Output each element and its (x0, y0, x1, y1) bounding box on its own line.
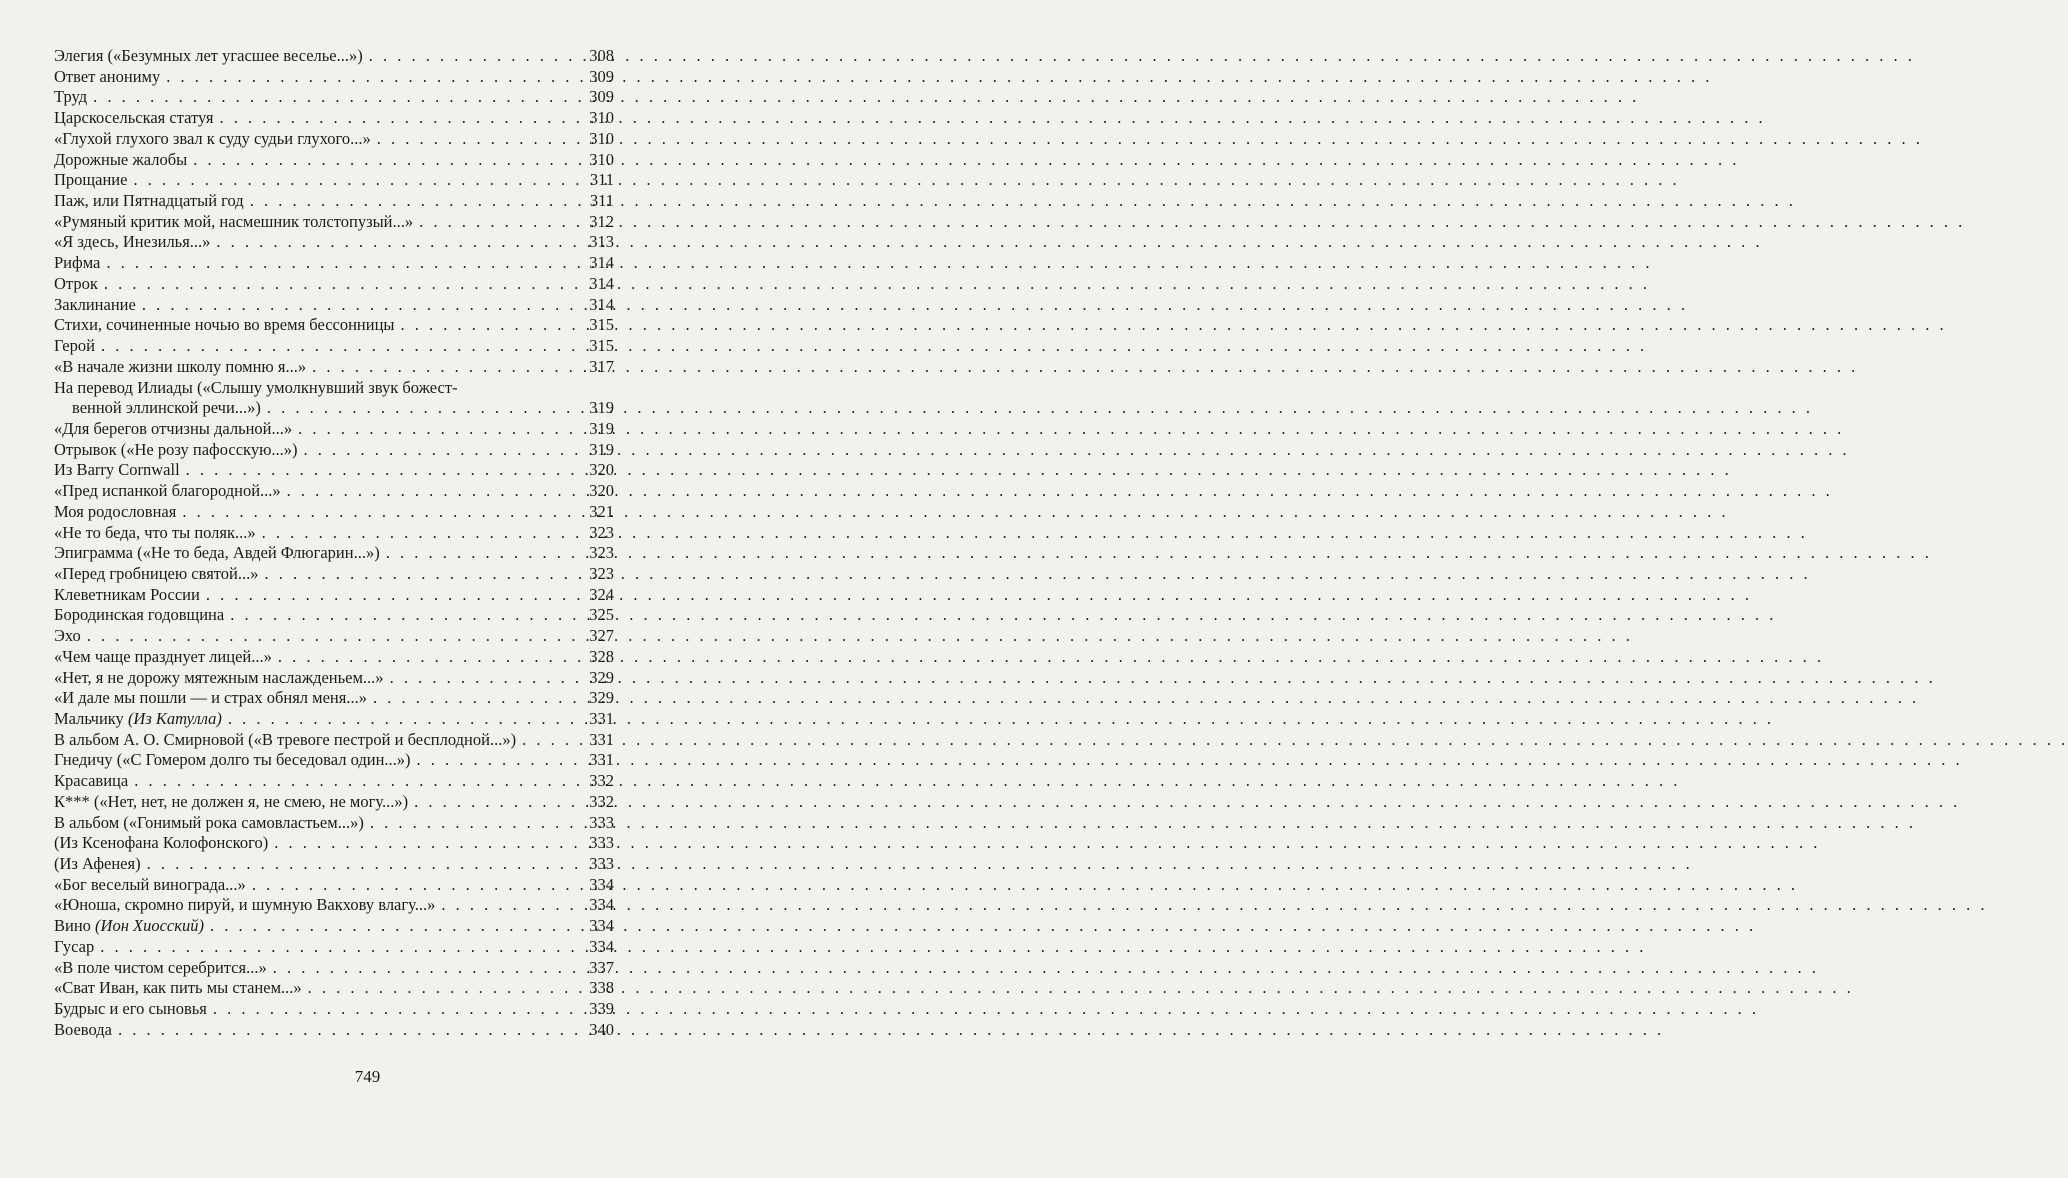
toc-entry-title: Моя родословная (54, 501, 177, 521)
toc-entry-title: Ответ анониму (54, 66, 161, 86)
toc-entry-title: Отрок (54, 273, 98, 293)
toc-entry-page: 333 (589, 812, 614, 832)
toc-entry-page: 333 (589, 854, 614, 874)
leader-dots (417, 750, 582, 771)
toc-entry-page: 313 (589, 232, 614, 252)
toc-entry-page: 323 (589, 563, 614, 583)
toc-entry-title: «Не то беда, что ты поляк...» (54, 522, 256, 542)
toc-entry-title: Дорожные жалобы (54, 149, 188, 169)
toc-entry (54, 605, 614, 626)
leader-dots (228, 709, 582, 730)
toc-entry-page: 311 (589, 191, 614, 211)
toc-entry-title: Бородинская годовщина (54, 605, 225, 625)
leader-dots (304, 440, 582, 461)
toc-entry-title: «Сват Иван, как пить мы станем...» (54, 978, 302, 998)
toc-entry-page: 314 (589, 253, 614, 273)
toc-entry (54, 854, 614, 875)
toc-entry (54, 668, 614, 689)
toc-entry-title: Герой (54, 336, 95, 356)
toc-entry-title: В альбом А. О. Смирновой («В тревоге пестрой и бесплодной...») (54, 729, 517, 749)
toc-entry (54, 709, 614, 730)
toc-entry (54, 440, 614, 461)
toc-entry (54, 232, 614, 253)
leader-dots (193, 150, 582, 171)
toc-entry-title: Паж, или Пятнадцатый год (54, 191, 244, 211)
toc-entry (54, 419, 614, 440)
toc-entry-page: 332 (589, 791, 614, 811)
leader-dots (390, 668, 582, 689)
toc-entry-title: Стихи, сочиненные ночью во время бессонницы (54, 315, 395, 335)
leader-dots (134, 771, 582, 792)
leader-dots (278, 647, 582, 668)
toc-entry-title: «Пред испанкой благородной...» (54, 481, 281, 501)
leader-dots (419, 212, 582, 233)
toc-entry (54, 750, 614, 771)
leader-dots (312, 357, 582, 378)
toc-entry (54, 295, 614, 316)
toc-entry (54, 1020, 614, 1041)
toc-entry (54, 481, 614, 502)
toc-entry (54, 46, 614, 67)
toc-entry-subtitle: (Ион Хиосский) (95, 916, 204, 936)
leader-dots (373, 688, 582, 709)
page-number: 749 (354, 1067, 381, 1086)
toc-entry (54, 357, 614, 378)
toc-entry-title: Гусар (54, 936, 95, 956)
toc-entry (54, 129, 614, 150)
toc-entry-page: 321 (589, 501, 614, 521)
toc-entry-page: 317 (589, 356, 614, 376)
toc-entry (54, 792, 614, 813)
toc-entry-page: 339 (589, 999, 614, 1019)
toc-entry-subtitle: (Из Катулла) (127, 709, 222, 728)
leader-dots (133, 170, 582, 191)
toc-entry-title: Отрывок («Не розу пафосскую...») (54, 439, 298, 459)
toc-entry (54, 771, 614, 792)
leader-dots (414, 792, 582, 813)
toc-entry-page: 323 (589, 522, 614, 542)
leader-dots (216, 232, 582, 253)
leader-dots (213, 999, 582, 1020)
toc-entry-title: (Из Ксенофана Колофонского) (54, 833, 269, 853)
toc-entry-title: «Румяный критик мой, насмешник толстопузый...» (54, 211, 414, 231)
toc-entry (54, 191, 614, 212)
leader-dots (377, 129, 582, 150)
toc-entry (54, 398, 614, 419)
leader-dots (219, 108, 582, 129)
toc-entry-page: 328 (589, 646, 614, 666)
book-page (0, 0, 735, 1178)
toc-entry-page: 334 (589, 916, 614, 936)
toc-entry-page: 308 (589, 46, 614, 65)
toc-entry-page: 325 (589, 605, 614, 625)
toc-entry-page: 319 (589, 418, 614, 438)
toc-entry-page: 315 (589, 315, 614, 335)
leader-dots (264, 564, 582, 585)
toc-entry (54, 253, 614, 274)
toc-entry-title: «Бог веселый винограда...» (54, 874, 246, 894)
leader-dots (267, 398, 582, 419)
toc-entry-page: 323 (589, 543, 614, 563)
leader-dots (100, 937, 582, 958)
toc-entry (54, 999, 614, 1020)
leader-dots (166, 67, 582, 88)
toc-entry-page: 334 (589, 874, 614, 894)
leader-dots (93, 87, 582, 108)
toc-entry-title: «Чем чаще празднует лицей...» (54, 646, 272, 666)
toc-entry-page: 320 (589, 481, 614, 501)
toc-entry-page: 319 (589, 439, 614, 459)
leader-dots (210, 916, 582, 937)
toc-entry-title: «Перед гробницею святой...» (54, 563, 259, 583)
toc-entry-title: «В поле чистом серебрится...» (54, 957, 267, 977)
toc-entry-page: 319 (589, 398, 614, 418)
toc-entry-page: 311 (589, 170, 614, 190)
toc-entry (54, 958, 614, 979)
toc-entry-title: Эпиграмма («Не то беда, Авдей Флюгарин...») (54, 543, 380, 563)
toc-entry-page: 331 (589, 750, 614, 770)
toc-entry (54, 150, 614, 171)
toc-entry-title: Мальчику (Из Катулла) (54, 709, 222, 728)
leader-dots (87, 626, 582, 647)
toc-entry (54, 626, 614, 647)
toc-entry (54, 916, 614, 937)
toc-entry (54, 937, 614, 958)
toc-entry (54, 502, 614, 523)
leader-dots (230, 605, 582, 626)
toc-entry (54, 212, 614, 233)
toc-entry (54, 647, 614, 668)
toc-entry-title: «Я здесь, Инезилья...» (54, 232, 211, 252)
toc-entry (54, 895, 614, 916)
toc-entry (54, 336, 614, 357)
toc-entry (54, 87, 614, 108)
toc-entry-title: «Нет, я не дорожу мятежным наслажденьем...» (54, 667, 384, 687)
leader-dots (101, 336, 582, 357)
toc-entry-page: 320 (589, 460, 614, 480)
leader-dots (401, 315, 583, 336)
toc-entry-title: Клеветникам России (54, 584, 200, 604)
toc-entry-title: В альбом («Гонимый рока самовластьем...») (54, 812, 364, 832)
toc-entry-title: «И дале мы пошли — и страх обнял меня...» (54, 688, 367, 708)
leader-dots (298, 419, 582, 440)
leader-dots (250, 191, 582, 212)
toc-entry-page: 338 (589, 978, 614, 998)
leader-dots (287, 481, 582, 502)
toc-entry-page: 334 (589, 936, 614, 956)
toc-entry-page: 310 (589, 128, 614, 148)
toc-entry-page: 310 (589, 108, 614, 128)
leader-dots (206, 585, 582, 606)
table-of-contents (54, 46, 614, 1041)
toc-entry-page: 310 (589, 149, 614, 169)
leader-dots (274, 833, 582, 854)
toc-entry (54, 170, 614, 191)
leader-dots (142, 295, 582, 316)
leader-dots (369, 46, 582, 67)
toc-entry-title: Элегия («Безумных лет угасшее веселье...») (54, 46, 363, 65)
toc-entry (54, 564, 614, 585)
toc-entry (54, 315, 614, 336)
toc-entry (54, 730, 614, 751)
leader-dots (273, 958, 582, 979)
toc-entry-title: «Глухой глухого звал к суду судьи глухого...» (54, 128, 371, 148)
toc-entry-page: 331 (589, 709, 614, 728)
toc-entry-title: «Юноша, скромно пируй, и шумную Вакхову влагу...» (54, 895, 436, 915)
toc-entry-title: «Для берегов отчизны дальной...» (54, 418, 293, 438)
leader-dots (386, 543, 582, 564)
toc-entry (54, 688, 614, 709)
toc-entry-page: 327 (589, 626, 614, 646)
leader-dots (252, 875, 582, 896)
toc-entry-page: 324 (589, 584, 614, 604)
toc-entry-page: 329 (589, 667, 614, 687)
toc-entry (54, 67, 614, 88)
leader-dots (104, 274, 582, 295)
toc-entry-title: Труд (54, 87, 88, 107)
toc-entry-page: 312 (589, 211, 614, 231)
toc-entry-title: Царскосельская статуя (54, 108, 214, 128)
toc-entry (54, 585, 614, 606)
toc-entry-title: венной эллинской речи...») (72, 398, 261, 418)
toc-entry (54, 460, 614, 481)
toc-entry (54, 978, 614, 999)
toc-entry-page: 331 (589, 729, 614, 749)
leader-dots (308, 978, 582, 999)
toc-entry-title: Красавица (54, 771, 129, 791)
toc-entry-title: На перевод Илиады («Слышу умолкнувший звук божест- (54, 377, 458, 397)
leader-dots (370, 813, 582, 834)
toc-entry-title: Гнедичу («С Гомером долго ты беседовал один...») (54, 750, 411, 770)
toc-entry-page: 314 (589, 294, 614, 314)
toc-entry-title: К*** («Нет, нет, не должен я, не смею, не могу...») (54, 791, 409, 811)
leader-dots (262, 523, 582, 544)
toc-entry-title: Вино (Ион Хиосский) (54, 916, 204, 936)
toc-entry (54, 274, 614, 295)
toc-entry-title: (Из Афенея) (54, 854, 141, 874)
toc-entry-page: 334 (589, 895, 614, 915)
toc-entry-title: Заклинание (54, 294, 136, 314)
toc-entry-page: 340 (589, 1019, 614, 1039)
leader-dots (106, 253, 582, 274)
toc-entry-page: 332 (589, 771, 614, 791)
toc-entry (54, 378, 614, 399)
toc-entry-page: 333 (589, 833, 614, 853)
toc-entry-title: Рифма (54, 253, 101, 273)
toc-entry-page: 314 (589, 273, 614, 293)
leader-dots (441, 895, 582, 916)
toc-entry-title: «В начале жизни школу помню я...» (54, 356, 307, 376)
toc-entry-page: 315 (589, 336, 614, 356)
toc-entry-title: Прощание (54, 170, 128, 190)
toc-entry (54, 875, 614, 896)
toc-entry-page: 309 (589, 66, 614, 86)
toc-entry (54, 108, 614, 129)
leader-dots (182, 502, 582, 523)
leader-dots (147, 854, 582, 875)
leader-dots (186, 460, 582, 481)
toc-entry-page: 329 (589, 688, 614, 708)
leader-dots (118, 1020, 582, 1041)
toc-entry-page: 337 (589, 957, 614, 977)
toc-entry (54, 543, 614, 564)
toc-entry (54, 833, 614, 854)
toc-entry-title: Из Barry Cornwall (54, 460, 180, 480)
leader-dots (522, 730, 582, 751)
toc-entry-page: 309 (589, 87, 614, 107)
toc-entry (54, 523, 614, 544)
toc-entry (54, 813, 614, 834)
toc-entry-title: Эхо (54, 626, 81, 646)
toc-entry-title: Воевода (54, 1019, 112, 1039)
toc-entry-title: Будрыс и его сыновья (54, 999, 207, 1019)
